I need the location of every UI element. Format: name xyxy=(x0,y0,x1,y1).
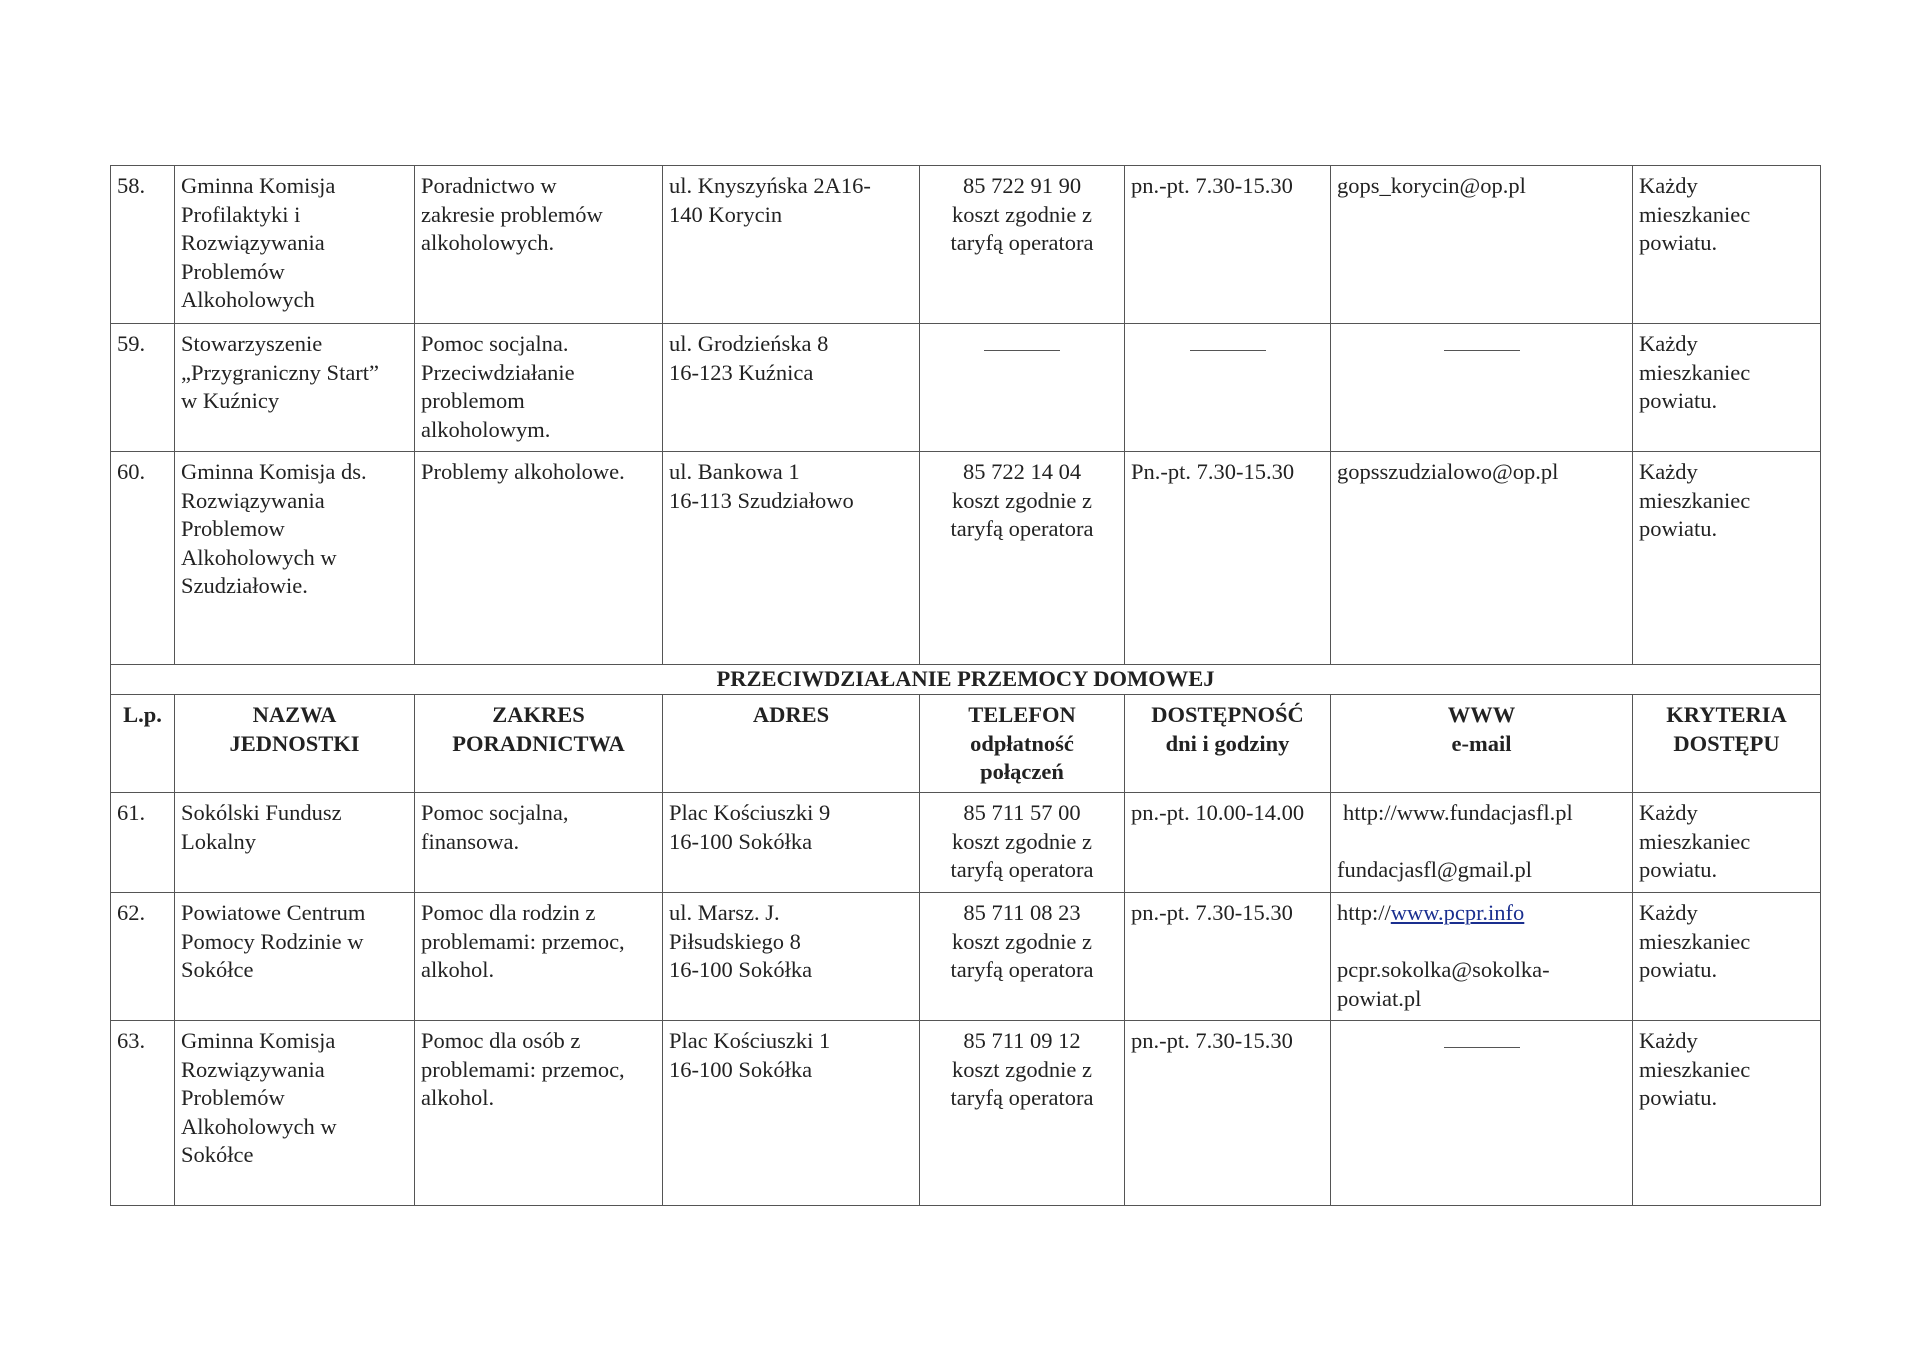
section-row xyxy=(111,665,1821,695)
phone: 85 711 57 00 koszt zgodnie z taryfą operatora xyxy=(920,793,1125,893)
website-link[interactable]: http://www.pcpr.info xyxy=(1337,900,1525,925)
header-row xyxy=(111,695,1821,793)
counseling-scope: Pomoc dla osób z problemami: przemoc, alkohol. xyxy=(415,1021,663,1206)
header-phone: TELEFON odpłatność połączeń xyxy=(920,695,1125,793)
website-link-anchor[interactable]: www.pcpr.info xyxy=(1390,900,1525,925)
access-criteria: Każdy mieszkaniec powiatu. xyxy=(1633,324,1821,452)
phone xyxy=(920,324,1125,452)
opening-hours: pn.-pt. 7.30-15.30 xyxy=(1125,1021,1331,1206)
table-row xyxy=(111,452,1821,665)
address: ul. Bankowa 1 16-113 Szudziałowo xyxy=(663,452,920,665)
header-scope: ZAKRES PORADNICTWA xyxy=(415,695,663,793)
header-hours: DOSTĘPNOŚĆ dni i godziny xyxy=(1125,695,1331,793)
unit-name: Gminna Komisja Rozwiązywania Problemów Alkoholowych w Sokółce xyxy=(175,1021,415,1206)
header-name: NAZWA JEDNOSTKI xyxy=(175,695,415,793)
address: ul. Knyszyńska 2A16- 140 Korycin xyxy=(663,166,920,324)
empty-dash xyxy=(1444,1031,1520,1048)
header-address: ADRES xyxy=(663,695,920,793)
www-email xyxy=(1331,893,1633,1021)
address: ul. Marsz. J. Piłsudskiego 8 16-100 Sokółka xyxy=(663,893,920,1021)
phone: 85 722 14 04 koszt zgodnie z taryfą operatora xyxy=(920,452,1125,665)
address: Plac Kościuszki 1 16-100 Sokółka xyxy=(663,1021,920,1206)
email[interactable]: fundacjasfl@gmail.pl xyxy=(1337,857,1533,882)
section-title: PRZECIWDZIAŁANIE PRZEMOCY DOMOWEJ xyxy=(111,665,1821,695)
table-row xyxy=(111,1021,1821,1206)
counseling-scope: Poradnictwo w zakresie problemów alkoholowych. xyxy=(415,166,663,324)
www-email xyxy=(1331,793,1633,893)
counseling-scope: Problemy alkoholowe. xyxy=(415,452,663,665)
header-criteria: KRYTERIA DOSTĘPU xyxy=(1633,695,1821,793)
phone: 85 711 08 23 koszt zgodnie z taryfą operatora xyxy=(920,893,1125,1021)
www-email xyxy=(1331,1021,1633,1206)
counseling-scope: Pomoc socjalna, finansowa. xyxy=(415,793,663,893)
counseling-scope: Pomoc dla rodzin z problemami: przemoc, alkohol. xyxy=(415,893,663,1021)
row-number: 63. xyxy=(111,1021,175,1206)
header-www: WWW e-mail xyxy=(1331,695,1633,793)
unit-name: Sokólski Fundusz Lokalny xyxy=(175,793,415,893)
row-number: 59. xyxy=(111,324,175,452)
table-row xyxy=(111,893,1821,1021)
access-criteria: Każdy mieszkaniec powiatu. xyxy=(1633,166,1821,324)
access-criteria: Każdy mieszkaniec powiatu. xyxy=(1633,452,1821,665)
table-row xyxy=(111,324,1821,452)
address: Plac Kościuszki 9 16-100 Sokółka xyxy=(663,793,920,893)
table-row xyxy=(111,166,1821,324)
email[interactable]: gops_korycin@op.pl xyxy=(1331,166,1633,324)
row-number: 62. xyxy=(111,893,175,1021)
unit-name: Gminna Komisja Profilaktyki i Rozwiązywania Problemów Alkoholowych xyxy=(175,166,415,324)
unit-name: Powiatowe Centrum Pomocy Rodzinie w Sokółce xyxy=(175,893,415,1021)
opening-hours: Pn.-pt. 7.30-15.30 xyxy=(1125,452,1331,665)
row-number: 58. xyxy=(111,166,175,324)
email[interactable]: gopsszudzialowo@op.pl xyxy=(1331,452,1633,665)
empty-dash xyxy=(984,334,1060,351)
empty-dash xyxy=(1190,334,1266,351)
opening-hours: pn.-pt. 10.00-14.00 xyxy=(1125,793,1331,893)
phone: 85 722 91 90 koszt zgodnie z taryfą operatora xyxy=(920,166,1125,324)
email xyxy=(1331,324,1633,452)
counseling-scope: Pomoc socjalna. Przeciwdziałanie problemom alkoholowym. xyxy=(415,324,663,452)
services-table xyxy=(110,165,1821,1206)
unit-name: Stowarzyszenie „Przygraniczny Start” w Kuźnicy xyxy=(175,324,415,452)
empty-dash xyxy=(1444,334,1520,351)
access-criteria: Każdy mieszkaniec powiatu. xyxy=(1633,893,1821,1021)
address: ul. Grodzieńska 8 16-123 Kuźnica xyxy=(663,324,920,452)
access-criteria: Każdy mieszkaniec powiatu. xyxy=(1633,1021,1821,1206)
header-lp: L.p. xyxy=(111,695,175,793)
row-number: 60. xyxy=(111,452,175,665)
email-continued[interactable]: powiat.pl xyxy=(1337,985,1422,1011)
access-criteria: Każdy mieszkaniec powiatu. xyxy=(1633,793,1821,893)
unit-name: Gminna Komisja ds. Rozwiązywania Problemow Alkoholowych w Szudziałowie. xyxy=(175,452,415,665)
opening-hours: pn.-pt. 7.30-15.30 xyxy=(1125,893,1331,1021)
row-number: 61. xyxy=(111,793,175,893)
email[interactable]: pcpr.sokolka@sokolka- xyxy=(1337,957,1550,982)
phone: 85 711 09 12 koszt zgodnie z taryfą operatora xyxy=(920,1021,1125,1206)
opening-hours: pn.-pt. 7.30-15.30 xyxy=(1125,166,1331,324)
table-row xyxy=(111,793,1821,893)
website-link[interactable]: http://www.fundacjasfl.pl xyxy=(1343,800,1573,825)
opening-hours xyxy=(1125,324,1331,452)
